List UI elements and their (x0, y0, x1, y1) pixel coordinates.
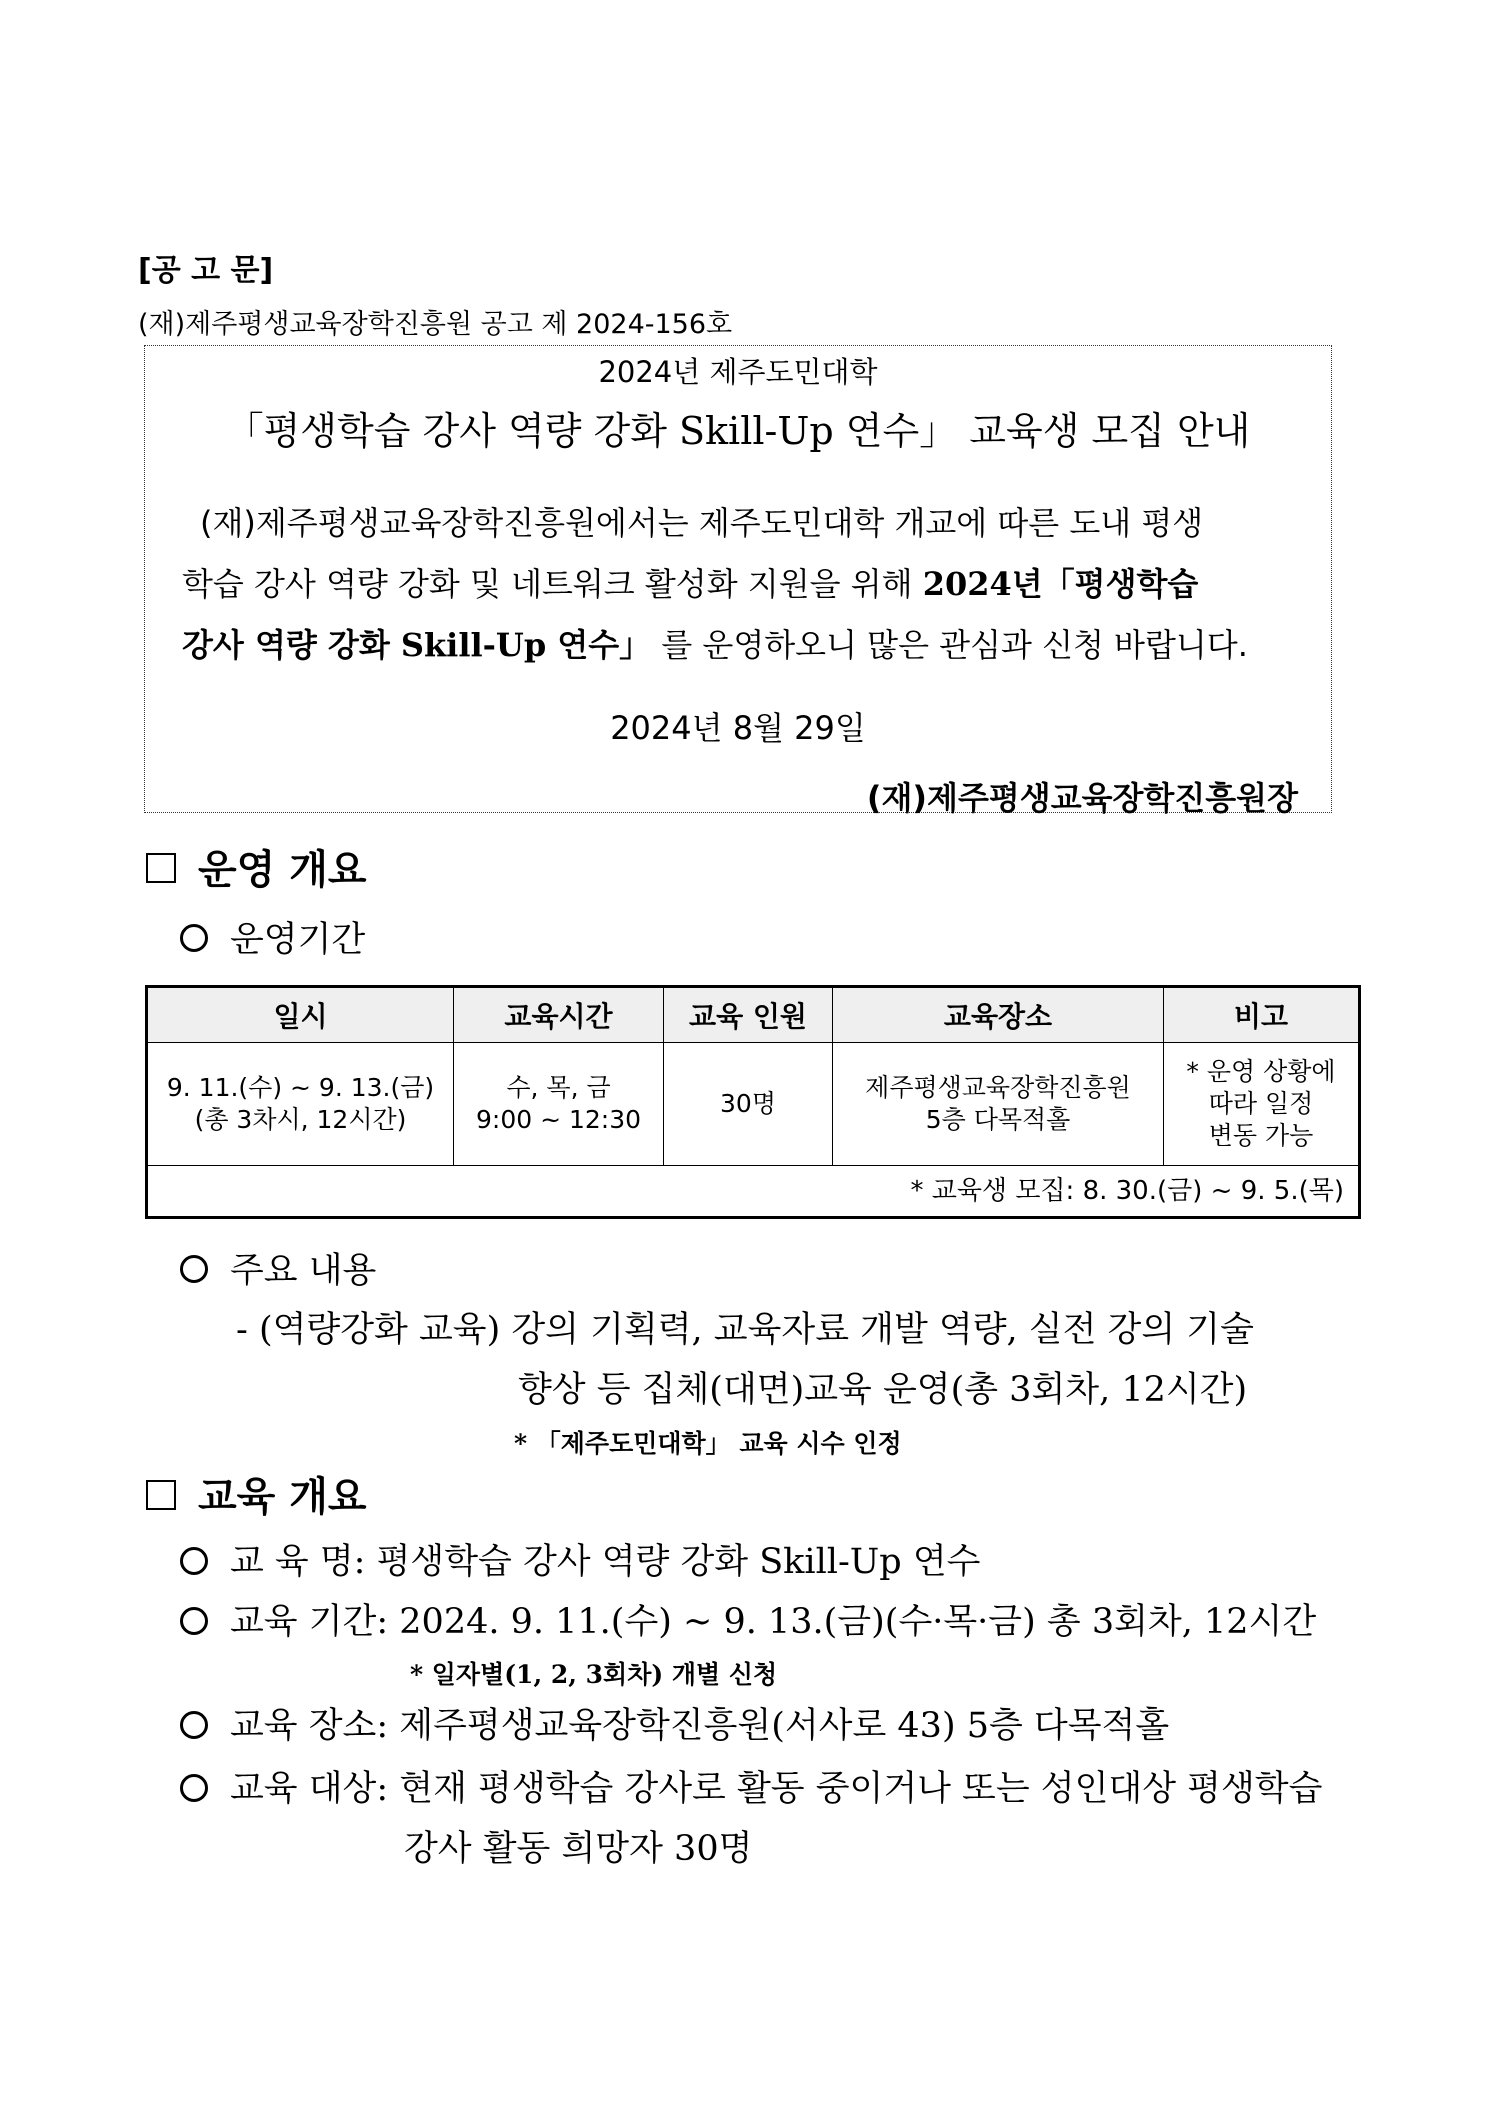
cell-text: 9:00 ~ 12:30 (475, 1105, 642, 1134)
announcement-date: 2024년 8월 29일 (610, 709, 866, 747)
cell-text: (총 3차시, 12시간) (194, 1105, 407, 1134)
table-row (147, 1043, 1360, 1166)
announcement-year-title: 2024년 제주도민대학 (598, 355, 878, 389)
content-note: * 「제주도민대학」 교육 시수 인정 (514, 1429, 902, 1458)
section-heading-operation (146, 838, 367, 895)
circle-bullet-icon (180, 924, 208, 952)
edu-target-line2: 강사 활동 희망자 30명 (404, 1829, 753, 1869)
edu-period-text: 교육 기간: 2024. 9. 11.(수) ~ 9. 13.(금)(수·목·금) 총 3회차, 12시간 (230, 1602, 1317, 1642)
announcement-title: 「평생학습 강사 역량 강화 Skill-Up 연수」 교육생 모집 안내 (225, 409, 1251, 453)
period-label (180, 912, 365, 962)
table-header: 비고 (1164, 987, 1360, 1043)
edu-period (180, 1594, 1316, 1644)
table-header-row (147, 987, 1360, 1043)
cell-text: 5층 다목적홀 (925, 1105, 1071, 1134)
cell-text: 수, 목, 금 (506, 1073, 611, 1102)
period-label-text: 운영기간 (230, 920, 366, 960)
table-header: 교육장소 (833, 987, 1164, 1043)
body-line3-text: 를 운영하오니 많은 관심과 신청 바랍니다. (661, 626, 1248, 664)
checkbox-square-icon (146, 1480, 176, 1510)
edu-target-text: 교육 대상: 현재 평생학습 강사로 활동 중이거나 또는 성인대상 평생학습 (230, 1769, 1323, 1809)
document-label: [공 고 문] (138, 253, 274, 288)
circle-bullet-icon (180, 1711, 208, 1739)
edu-name-text: 교 육 명: 평생학습 강사 역량 강화 Skill-Up 연수 (230, 1542, 981, 1582)
announcement-body-line1: (재)제주평생교육장학진흥원에서는 제주도민대학 개교에 따른 도내 평생 (200, 504, 1204, 542)
content-line1: - (역량강화 교육) 강의 기획력, 교육자료 개발 역량, 실전 강의 기술 (236, 1310, 1254, 1350)
section1-heading-text: 운영 개요 (198, 847, 367, 893)
announcement-body-line3 (182, 620, 1248, 666)
announcement-body-line2 (182, 559, 1198, 605)
edu-place (180, 1698, 1169, 1748)
body-line2-text: 학습 강사 역량 강화 및 네트워크 활성화 지원을 위해 (182, 565, 923, 603)
cell-place (833, 1043, 1164, 1166)
cell-text: 9. 11.(수) ~ 9. 13.(금) (166, 1073, 435, 1102)
notice-number: (재)제주평생교육장학진흥원 공고 제 2024-156호 (138, 309, 733, 340)
table-header: 교육 인원 (664, 987, 833, 1043)
content-label (180, 1243, 376, 1293)
section-heading-education (146, 1465, 367, 1522)
announcement-signer: (재)제주평생교육장학진흥원장 (866, 779, 1298, 817)
recruit-period-note: * 교육생 모집: 8. 30.(금) ~ 9. 5.(목) (147, 1166, 1360, 1218)
cell-note (1164, 1043, 1360, 1166)
content-line2: 향상 등 집체(대면)교육 운영(총 3회차, 12시간) (518, 1370, 1248, 1410)
cell-text: 따라 일정 (1208, 1089, 1314, 1118)
edu-period-note: * 일자별(1, 2, 3회차) 개별 신청 (410, 1660, 778, 1689)
circle-bullet-icon (180, 1255, 208, 1283)
edu-target (180, 1761, 1322, 1811)
cell-text: 제주평생교육장학진흥원 (865, 1073, 1131, 1102)
edu-place-text: 교육 장소: 제주평생교육장학진흥원(서사로 43) 5층 다목적홀 (230, 1706, 1170, 1746)
section2-heading-text: 교육 개요 (198, 1474, 367, 1520)
circle-bullet-icon (180, 1774, 208, 1802)
table-header: 일시 (147, 987, 454, 1043)
table-footer-row (147, 1166, 1360, 1218)
cell-time (454, 1043, 664, 1166)
checkbox-square-icon (146, 853, 176, 883)
circle-bullet-icon (180, 1547, 208, 1575)
cell-people: 30명 (664, 1043, 833, 1166)
body-line2-bold: 2024년「평생학습 (922, 565, 1199, 603)
circle-bullet-icon (180, 1607, 208, 1635)
cell-text: 변동 가능 (1208, 1121, 1314, 1150)
cell-date (147, 1043, 454, 1166)
table-header: 교육시간 (454, 987, 664, 1043)
schedule-table (145, 985, 1361, 1219)
content-label-text: 주요 내용 (230, 1251, 377, 1291)
edu-name (180, 1534, 980, 1584)
cell-text: * 운영 상황에 (1186, 1057, 1336, 1086)
body-line3-bold: 강사 역량 강화 Skill-Up 연수」 (182, 626, 652, 664)
